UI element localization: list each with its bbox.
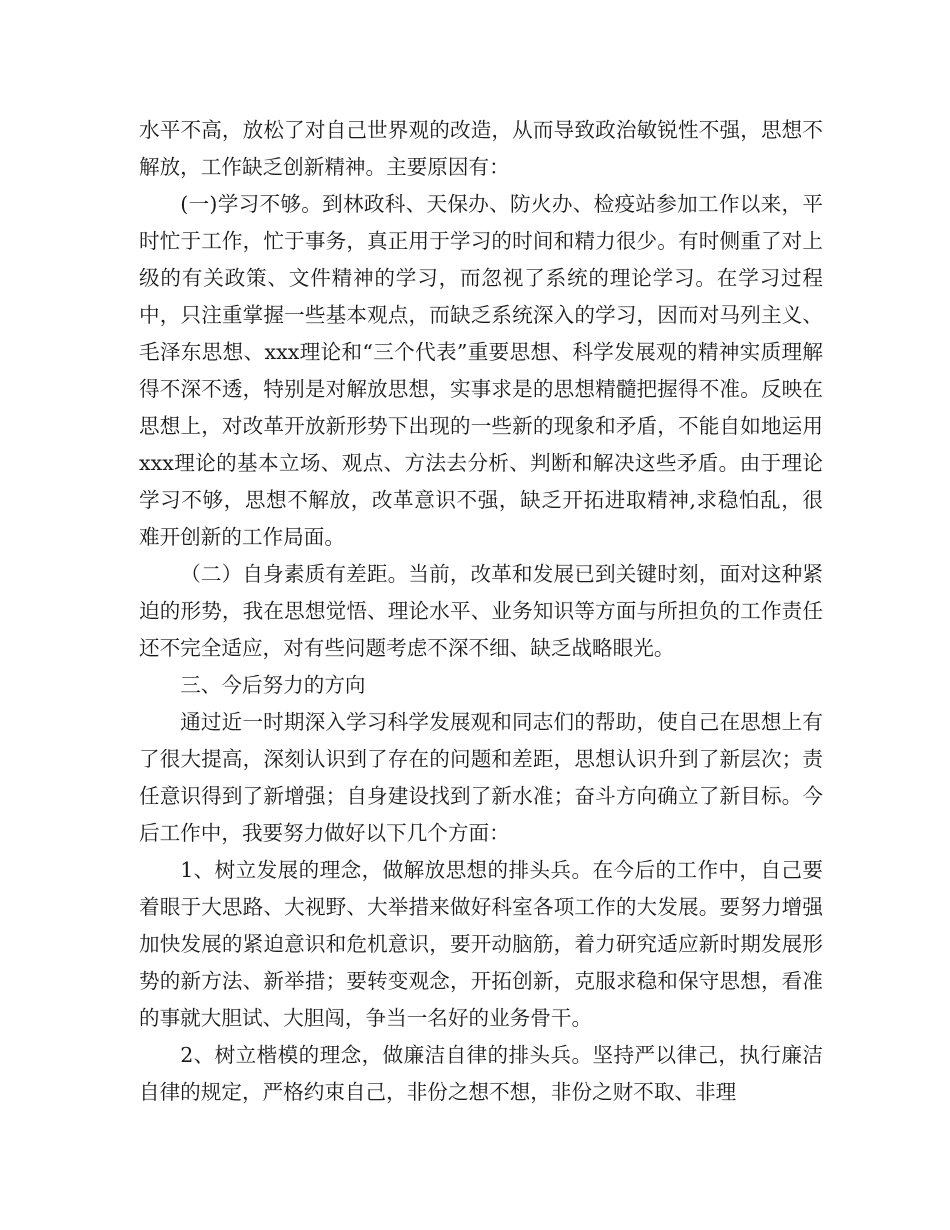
- paragraph-recent-study: 通过近一时期深入学习科学发展观和同志们的帮助，使自己在思想上有了很大提高，深刻认识到了存在的问题和差距，思想认识升到了新层次；责任意识得到了新增强；自身建设找到了新水准；奋斗方向确立了新目标。今后工作中，我要努力做好以下几个方面：: [139, 710, 823, 845]
- paragraph-item-1-development: 1、树立发展的理念，做解放思想的排头兵。在今后的工作中，自己要着眼于大思路、大视野、大举措来做好科室各项工作的大发展。要努力增强加快发展的紧迫意识和危机意识，要开动脑筋，着力研究适应新时期发展形势的新方法、新举措；要转变观念，开拓创新，克服求稳和保守思想，看准的事就大胆试、大胆闯，争当一名好的业务骨干。: [139, 858, 823, 1030]
- paragraph-item-2-integrity: 2、树立楷模的理念，做廉洁自律的排头兵。坚持严以律己，执行廉洁自律的规定，严格约束自己，非份之想不想，非份之财不取、非理: [139, 1043, 823, 1104]
- paragraph-continuation: 水平不高，放松了对自己世界观的改造，从而导致政治敏锐性不强，思想不解放，工作缺乏创新精神。主要原因有：: [139, 118, 823, 179]
- document-body: [139, 112, 823, 1111]
- paragraph-quality-gap: （二）自身素质有差距。当前，改革和发展已到关键时刻，面对这种紧迫的形势，我在思想觉悟、理论水平、业务知识等方面与所担负的工作责任还不完全适应，对有些问题考虑不深不细、缺乏战略眼光。: [139, 562, 823, 660]
- section-heading-future-direction: 三、今后努力的方向: [180, 673, 366, 697]
- paragraph-learning-insufficient: (一)学习不够。到林政科、天保办、防火办、检疫站参加工作以来，平时忙于工作，忙于事务，真正用于学习的时间和精力很少。有时侧重了对上级的有关政策、文件精神的学习，而忽视了系统的理论学习。在学习过程中，只注重掌握一些基本观点，而缺乏系统深入的学习，因而对马列主义、毛泽东思想、xxx理论和“三个代表”重要思想、科学发展观的精神实质理解得不深不透，特别是对解放思想，实事求是的思想精髓把握得不准。反映在思想上，对改革开放新形势下出现的一些新的现象和矛盾，不能自如地运用xxx理论的基本立场、观点、方法去分析、判断和解决这些矛盾。由于理论学习不够，思想不解放，改革意识不强，缺乏开拓进取精神,求稳怕乱，很难开创新的工作局面。: [139, 192, 823, 549]
